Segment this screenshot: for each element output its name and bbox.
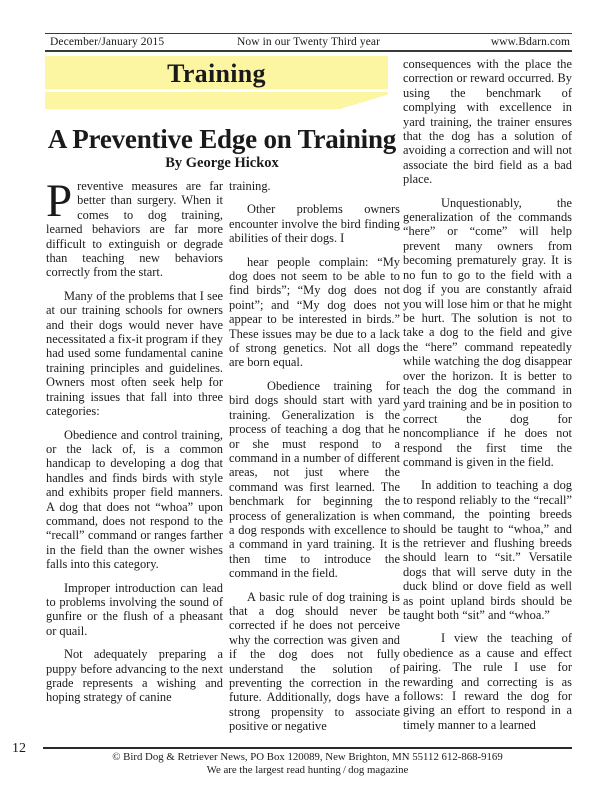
footer-rule	[43, 747, 572, 749]
page-number: 12	[12, 741, 26, 756]
section-banner	[45, 56, 388, 89]
paragraph: Other problems owners encounter involve the bird finding abilities of their dogs. I	[229, 202, 400, 246]
paragraph: Unquestionably, the generalization of the commands “here” or “come” will help prevent many owners from becoming prematurely gray. It is no fun to go to the field with a dog if you are constantly afraid you will lose him or that he might be hurt. The solution is not to take a dog to the field and give the “here” command repeatedly while watching the dog disappear over the horizon. It is better to teach the dog the command in yard training and be in position to correct the dog for noncompliance if he does not respond the first time the command is given in the field.	[403, 195, 572, 469]
article-column-3	[403, 57, 572, 747]
header-top-rule	[45, 33, 572, 34]
article-headline: A Preventive Edge on Training	[47, 124, 397, 154]
header-issue-date: December/January 2015	[50, 36, 165, 48]
paragraph	[46, 179, 223, 280]
section-banner-divider	[45, 89, 388, 92]
paragraph: hear people complain: “My dog does not seem to be able to find birds”; “My dog does not point”; and “My dog does not appear to be interested in birds.” These issues may be due to a lack of strong genetics. Not all dogs are born equal.	[229, 254, 400, 370]
header-bottom-rule	[45, 50, 572, 52]
header-website-url: www.Bdarn.com	[490, 36, 570, 48]
paragraph: I view the teaching of obedience as a cause and effect pairing. The rule I use for rewarding and correcting is as follows: I reward the dog for giving an effort to respond in a timely manner to a learned	[403, 631, 572, 732]
paragraph-text: reventive measures are far better than surgery. When it comes to dog training, learned behaviors are far more difficult to extinguish or degrade than teaching new behaviors correctly from the start.	[46, 179, 223, 280]
footer-publisher-info: © Bird Dog & Retriever News, PO Box 120089, New Brighton, MN 55112 612-868-9169	[112, 751, 503, 763]
paragraph: A basic rule of dog training is that a dog should never be corrected if he does not perceive why the correction was given and if the dog does not fully understand the solution of preventing the correction in the future. Additionally, dogs have a strong propensity to associate positive or negative	[229, 589, 400, 734]
footer-slogan: We are the largest read hunting / dog magazine	[206, 764, 409, 776]
article-column-1	[46, 179, 223, 745]
paragraph: Many of the problems that I see at our training schools for owners and their dogs would never have necessitated a fix-it program if they had used some fundamental canine training principles and guidelines. Owners most often seek help for training issues that fall into three categories:	[46, 288, 223, 419]
section-banner-swoosh	[45, 92, 388, 109]
dropcap-letter: P	[46, 179, 73, 227]
paragraph: Not adequately preparing a puppy before advancing to the next grade represents a wishing and hoping strategy of canine	[46, 647, 223, 705]
paragraph: Obedience and control training, or the lack of, is a common handicap to developing a dog that handles and finds birds with style and exhibits proper field manners. A dog that does not “whoa” upon command, does not respond to the “recall” command or ranges farther in the field than the owner wishes falls into this category.	[46, 427, 223, 572]
section-title: Training	[167, 59, 266, 88]
article-byline: By George Hickox	[165, 155, 279, 171]
paragraph: training.	[229, 179, 271, 193]
paragraph: In addition to teaching a dog to respond reliably to the “recall” command, the pointing breeds should be taught to “whoa,” and the retriever and flushing breeds should learn to “sit.” Versatile dogs that will serve duty in the duck blind or dove field as well as point upland birds should be taught both “sit” and “whoa.”	[403, 478, 572, 623]
paragraph: Improper introduction can lead to problems involving the sound of gunfire or the flush of a pheasant or quail.	[46, 580, 223, 638]
header-tagline: Now in our Twenty Third year	[236, 36, 381, 48]
paragraph: consequences with the place the correction or reward occurred. By using the benchmark of complying with excellence in yard training, the trainer ensures that the dog has a solution of avoiding a correction and will not associate the bird field as a bad place.	[403, 57, 572, 187]
article-column-2	[229, 179, 400, 745]
paragraph: Obedience training for bird dogs should start with yard training. Generalization is the process of teaching a dog that he or she must respond to a command in a number of different areas, not just where the command was first learned. The benchmark for beginning the process of generalization is when a dog responds with excellence to a command in yard training. It is then time to introduce the command in the field.	[229, 378, 400, 581]
